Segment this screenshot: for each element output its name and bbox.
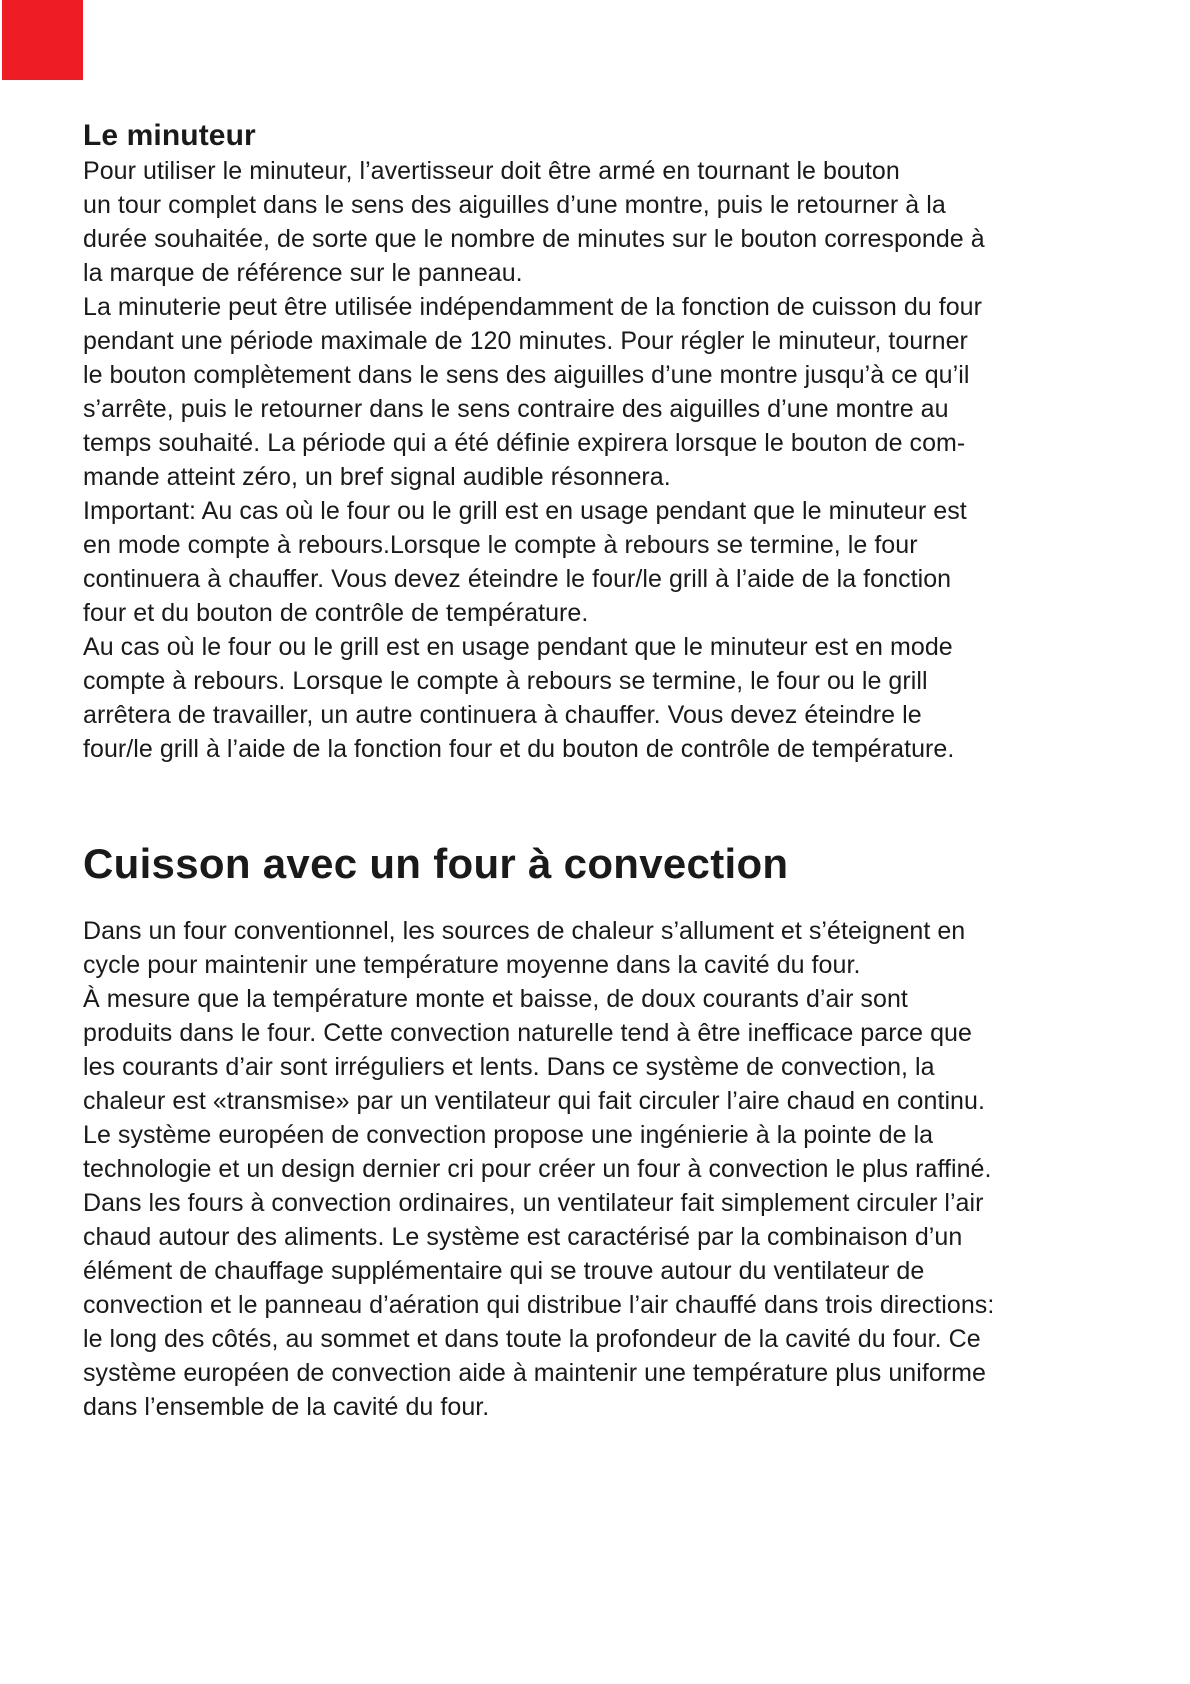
text-line: en mode compte à rebours.Lorsque le compte à rebours se termine, le four [83,531,918,559]
text-line: dans l’ensemble de la cavité du four. [83,1393,490,1421]
text-line: convection et le panneau d’aération qui distribue l’air chauffé dans trois directions: [83,1291,995,1319]
text-line: produits dans le four. Cette convection naturelle tend à être inefficace parce que [83,1019,972,1047]
text-line: continuera à chauffer. Vous devez éteindre le four/le grill à l’aide de la fonction [83,565,952,593]
convection-body [83,914,1128,1424]
text-line: élément de chauffage supplémentaire qui se trouve autour du ventilateur de [83,1257,925,1285]
text-line: arrêtera de travailler, un autre continuera à chauffer. Vous devez éteindre le [83,701,922,729]
text-line: Dans les fours à convection ordinaires, un ventilateur fait simplement circuler l’air [83,1189,984,1217]
minuteur-body [83,154,1128,766]
text-line: le long des côtés, au sommet et dans toute la profondeur de la cavité du four. Ce [83,1325,981,1353]
text-line: compte à rebours. Lorsque le compte à rebours se termine, le four ou le grill [83,667,928,695]
text-line: Dans un four conventionnel, les sources de chaleur s’allument et s’éteignent en [83,917,966,945]
text-line: mande atteint zéro, un bref signal audible résonnera. [83,463,671,491]
text-line: Pour utiliser le minuteur, l’avertisseur doit être armé en tournant le bouton [83,157,900,185]
text-line: cycle pour maintenir une température moyenne dans la cavité du four. [83,951,861,979]
text-line: temps souhaité. La période qui a été définie expirera lorsque le bouton de com- [83,429,966,457]
text-line: chaud autour des aliments. Le système est caractérisé par la combinaison d’un [83,1223,963,1251]
text-line: chaleur est «transmise» par un ventilateur qui fait circuler l’aire chaud en continu. [83,1087,985,1115]
text-line: Au cas où le four ou le grill est en usage pendant que le minuteur est en mode [83,633,953,661]
text-line: s’arrête, puis le retourner dans le sens contraire des aiguilles d’une montre au [83,395,949,423]
text-line: pendant une période maximale de 120 minutes. Pour régler le minuteur, tourner [83,327,968,355]
section-title-convection: Cuisson avec un four à convection [83,840,789,887]
text-line: les courants d’air sont irréguliers et lents. Dans ce système de convection, la [83,1053,935,1081]
text-line: four et du bouton de contrôle de température. [83,599,589,627]
text-line: four/le grill à l’aide de la fonction four et du bouton de contrôle de température. [83,735,955,763]
text-line: Important: Au cas où le four ou le grill est en usage pendant que le minuteur est [83,497,967,525]
section-minuteur [83,118,1128,766]
text-line: un tour complet dans le sens des aiguilles d’une montre, puis le retourner à la [83,191,946,219]
text-line: technologie et un design dernier cri pour créer un four à convection le plus raffiné. [83,1155,992,1183]
section-title-minuteur: Le minuteur [83,119,256,152]
text-line: La minuterie peut être utilisée indépendamment de la fonction de cuisson du four [83,293,983,321]
section-convection [83,838,1128,1424]
red-corner-mark [2,0,83,80]
text-line: le bouton complètement dans le sens des aiguilles d’une montre jusqu’à ce qu’il [83,361,970,389]
text-line: À mesure que la température monte et baisse, de doux courants d’air sont [83,985,908,1013]
text-line: la marque de référence sur le panneau. [83,259,523,287]
text-line: Le système européen de convection propose une ingénierie à la pointe de la [83,1121,934,1149]
text-line: système européen de convection aide à maintenir une température plus uniforme [83,1359,986,1387]
text-line: durée souhaitée, de sorte que le nombre de minutes sur le bouton corresponde à [83,225,985,253]
